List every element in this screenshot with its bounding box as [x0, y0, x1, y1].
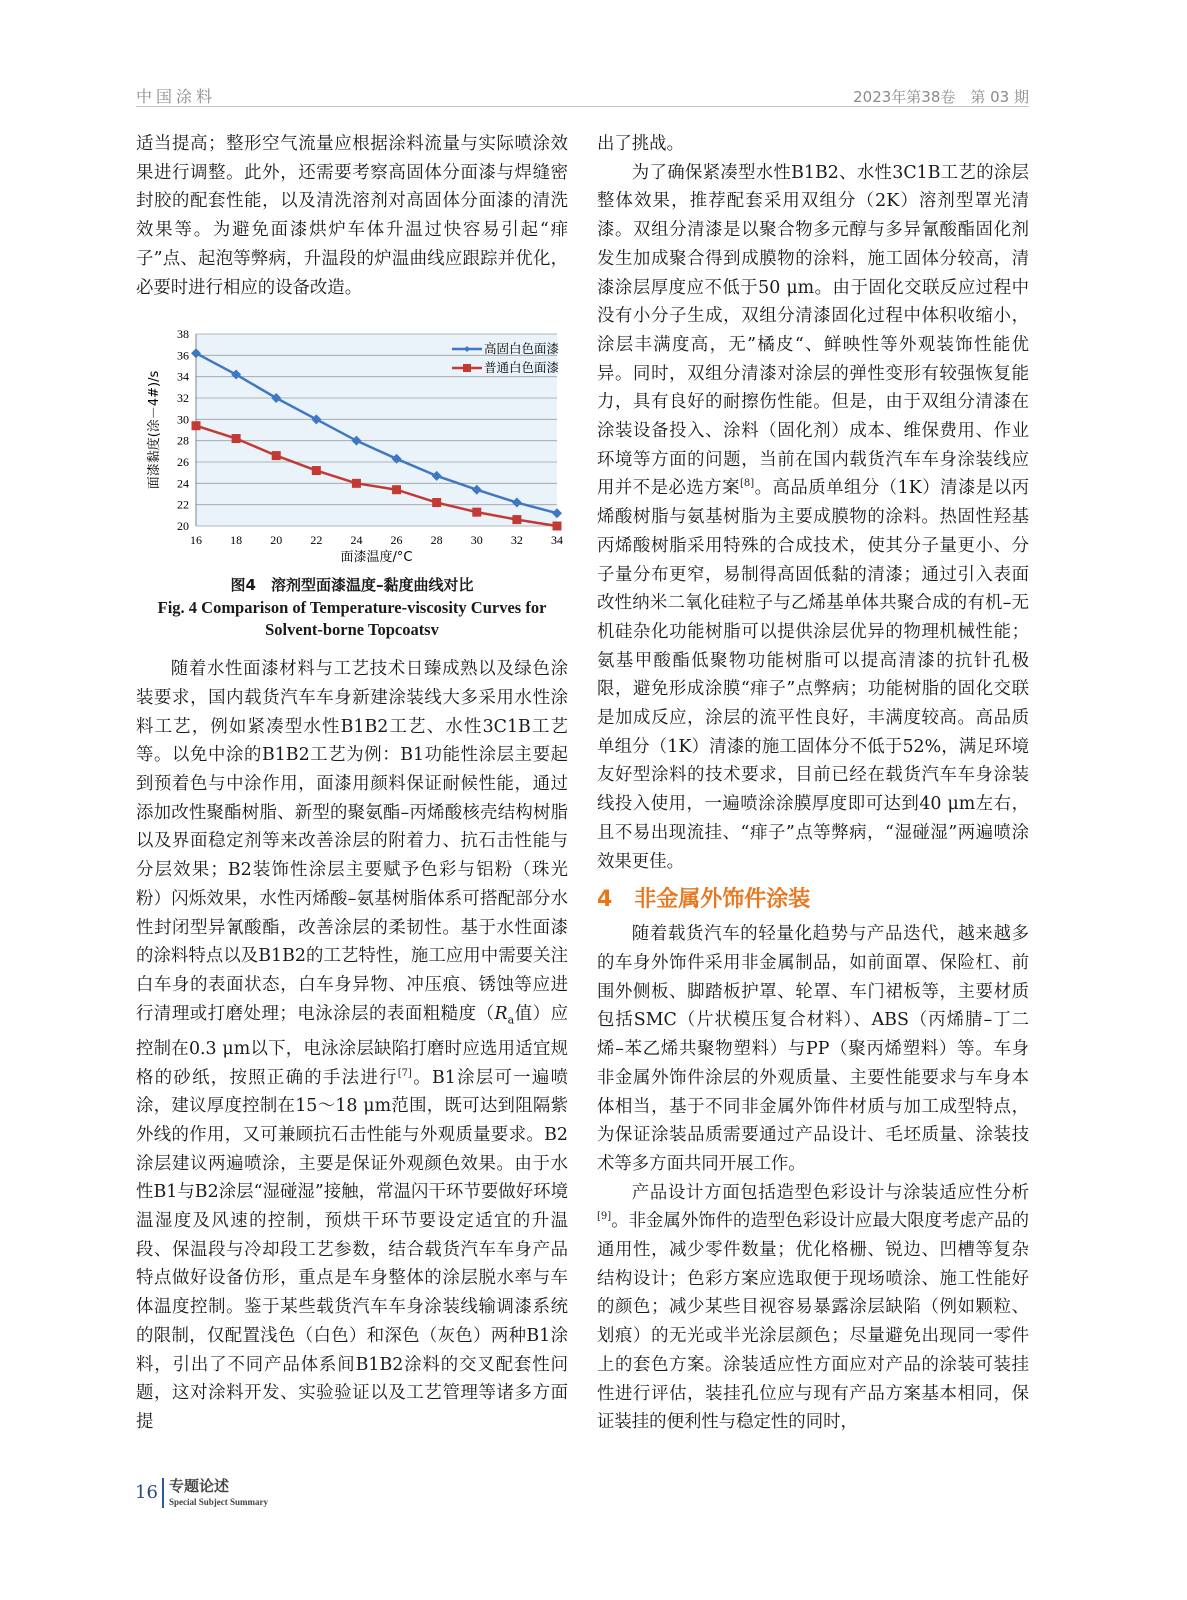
- x-tick-label: 28: [430, 533, 443, 548]
- paragraph: 适当提高；整形空气流量应根据涂料流量与实际喷涂效果进行调整。此外，还需要考察高固体分面漆与焊缝密封胶的配套性能，以及清洗溶剂对高固体分面漆的清洗效果等。为避免面漆烘炉车体升温过快容易引起“痱子”点、起泡等弊病，升温段的炉温曲线应跟踪并优化，必要时进行相应的设备改造。: [136, 134, 568, 298]
- legend-label: 普通白色面漆: [484, 360, 560, 376]
- figure-caption-en: Fig. 4 Comparison of Temperature-viscosity Curves for Solvent-borne Topcoatsv: [157, 598, 547, 640]
- y-tick-label: 36: [177, 348, 189, 363]
- figure-caption-cn: 图4 溶剂型面漆温度–黏度曲线对比: [230, 576, 474, 595]
- paragraph: 随着载货汽车的轻量化趋势与产品迭代，越来越多的车身外饰件采用非金属制品，如前面罩、保险杠、前围外侧板、脚踏板护罩、轮罩、车门裙板等，主要材质包括SMC（片状模压复合材料）、ABS（丙烯腈–丁二烯–苯乙烯共聚物塑料）与PP（聚丙烯塑料）等。车身非金属外饰件涂层的外观质量、主要性能要求与车身本体相当，基于不同非金属外饰件材质与加工成型特点，为保证涂装品质需要通过产品设计、毛坯质量、涂装技术等多方面共同开展工作。: [597, 924, 1029, 1174]
- legend-label: 高固白色面漆: [484, 341, 560, 357]
- data-point: [192, 421, 201, 430]
- x-tick-label: 34: [551, 533, 563, 548]
- y-tick-label: 26: [177, 455, 189, 470]
- data-point: [432, 498, 441, 507]
- data-point: [472, 508, 481, 517]
- data-point: [232, 434, 241, 443]
- y-tick-label: 22: [177, 497, 189, 512]
- x-tick-label: 24: [350, 533, 363, 548]
- x-tick-label: 18: [230, 533, 243, 548]
- header-divider: [136, 106, 1029, 107]
- x-tick-label: 16: [190, 533, 202, 548]
- journal-name: 中国涂料: [136, 87, 217, 106]
- paragraph: 随着水性面漆材料与工艺技术日臻成熟以及绿色涂装要求，国内载货汽车车身新建涂装线大多采用水性涂料工艺，例如紧凑型水性B1B2工艺、水性3C1B工艺等。以免中涂的B1B2工艺为例：B1功能性涂层主要起到预着色与中涂作用，面漆用颜料保证耐候性能，通过添加改性聚酯树脂、新型的聚氨酯–丙烯酸核壳结构树脂以及界面稳定剂等来改善涂层的附着力、抗石击性能与分层效果；B2装饰性涂层主要赋予色彩与铝粉（珠光粉）闪烁效果，水性丙烯酸–氨基树脂体系可搭配部分水性封闭型异氰酸酯，改善涂层的柔韧性。基于水性面漆的涂料特点以及B1B2的工艺特性，施工应用中需要关注白车身的表面状态，白车身异物、冲压痕、锈蚀等应进行清理或打磨处理；电泳涂层的表面粗糙度（$R_a$值）应控制在0.3 μm以下，电泳涂层缺陷打磨时应选用适宜规格的砂纸，按照正确的手法进行[7]。B1涂层可一遍喷涂，建议厚度控制在15～18 μm范围，既可达到阻隔紫外线的作用，又可兼顾抗石击性能与外观质量要求。B2涂层建议两遍喷涂，主要是保证外观颜色效果。由于水性B1与B2涂层“湿碰湿”接触，常温闪干环节要做好环境温湿度及风速的控制，预烘干环节要设定适宜的升温段、保温段与冷却段工艺参数，结合载货汽车车身产品特点做好设备仿形，重点是车身整体的涂层脱水率与车体温度控制。鉴于某些载货汽车车身涂装线输调漆系统的限制，仅配置浅色（白色）和深色（灰色）两种B1涂料，引出了不同产品体系间B1B2涂料的交叉配套性问题，这对涂料开发、实验验证以及工艺管理等诸多方面提: [136, 659, 568, 1432]
- y-tick-label: 34: [177, 369, 189, 384]
- data-point: [553, 522, 562, 531]
- footer-divider: [162, 1478, 164, 1508]
- section-heading: 4 非金属外饰件涂装: [597, 887, 811, 913]
- y-tick-label: 28: [177, 433, 189, 448]
- y-tick-label: 30: [177, 412, 189, 427]
- section-label-en: Special Subject Summary: [169, 1497, 268, 1507]
- data-point: [352, 479, 361, 488]
- page-number: 16: [135, 1482, 158, 1503]
- y-tick-label: 24: [177, 476, 189, 491]
- data-point: [272, 451, 281, 460]
- section-label: 专题论述: [169, 1477, 230, 1495]
- data-point: [312, 466, 321, 475]
- x-tick-label: 32: [510, 533, 523, 548]
- reference[interactable]: [7]: [397, 1067, 412, 1079]
- right-column: [597, 130, 1029, 1437]
- left-column: [136, 130, 568, 1437]
- y-axis-label: 面漆黏度(涂－4#)/s: [147, 370, 162, 490]
- paragraph: 出了挑战。: [597, 134, 684, 154]
- data-point: [512, 515, 521, 524]
- y-tick-label: 20: [177, 519, 189, 534]
- issue-info: 2023年第38卷 第 03 期: [853, 88, 1029, 106]
- y-tick-label: 38: [177, 327, 189, 342]
- x-tick-label: 30: [470, 533, 483, 548]
- legend-marker: [463, 364, 471, 372]
- x-tick-label: 22: [310, 533, 323, 548]
- y-tick-label: 32: [177, 391, 189, 406]
- viscosity-chart: [130, 322, 570, 567]
- reference[interactable]: [8]: [740, 478, 755, 490]
- x-axis-label: 面漆温度/°C: [340, 550, 413, 566]
- x-tick-label: 20: [270, 533, 283, 548]
- paragraph: 为了确保紧凑型水性B1B2、水性3C1B工艺的涂层整体效果，推荐配套采用双组分（2K）溶剂型罩光清漆。双组分清漆是以聚合物多元醇与多异氰酸酯固化剂发生加成聚合得到成膜物的涂料，施工固体分较高，清漆涂层厚度应不低于50 μm。由于固化交联反应过程中没有小分子生成，双组分清漆固化过程中体积收缩小，涂层丰满度高，无”橘皮“、鲜映性等外观装饰性能优异。同时，双组分清漆对涂层的弹性变形有较强恢复能力，具有良好的耐擦伤性能。但是，由于双组分清漆在涂装设备投入、涂料（固化剂）成本、维保费用、作业环境等方面的问题，当前在国内载货汽车车身涂装线应用并不是必选方案[8]。高品质单组分（1K）清漆是以丙烯酸树脂与氨基树脂为主要成膜物的涂料。热固性羟基丙烯酸树脂采用特殊的合成技术，使其分子量更小、分子量分布更窄，易制得高固低黏的清漆；通过引入表面改性纳米二氧化硅粒子与乙烯基单体共聚合成的有机–无机硅杂化功能树脂可以提供涂层优异的物理机械性能；氨基甲酸酯低聚物功能树脂可以提高清漆的抗针孔极限，避免形成涂膜“痱子”点弊病；功能树脂的固化交联是加成反应，涂层的流平性良好，丰满度较高。高品质单组分（1K）清漆的施工固体分不低于52%，满足环境友好型涂料的技术要求，目前已经在载货汽车车身涂装线投入使用，一遍喷涂涂膜厚度即可达到40 μm左右，且不易出现流挂、“痱子”点等弊病，“湿碰湿”两遍喷涂效果更佳。: [597, 162, 1029, 872]
- paragraph: 产品设计方面包括造型色彩设计与涂装适应性分析[9]。非金属外饰件的造型色彩设计应最大限度考虑产品的通用性，减少零件数量；优化格栅、锐边、凹槽等复杂结构设计；色彩方案应选取便于现场喷涂、施工性能好的颜色；减少某些目视容易暴露涂层缺陷（例如颗粒、划痕）的无光或半光涂层颜色；尽量避免出现同一零件上的套色方案。涂装适应性方面应对产品的涂装可装挂性进行评估，装挂孔位应与现有产品方案基本相同，保证装挂的便利性与稳定性的同时，: [597, 1182, 1029, 1433]
- x-tick-label: 26: [390, 533, 403, 548]
- reference[interactable]: [9]: [597, 1211, 612, 1223]
- data-point: [392, 485, 401, 494]
